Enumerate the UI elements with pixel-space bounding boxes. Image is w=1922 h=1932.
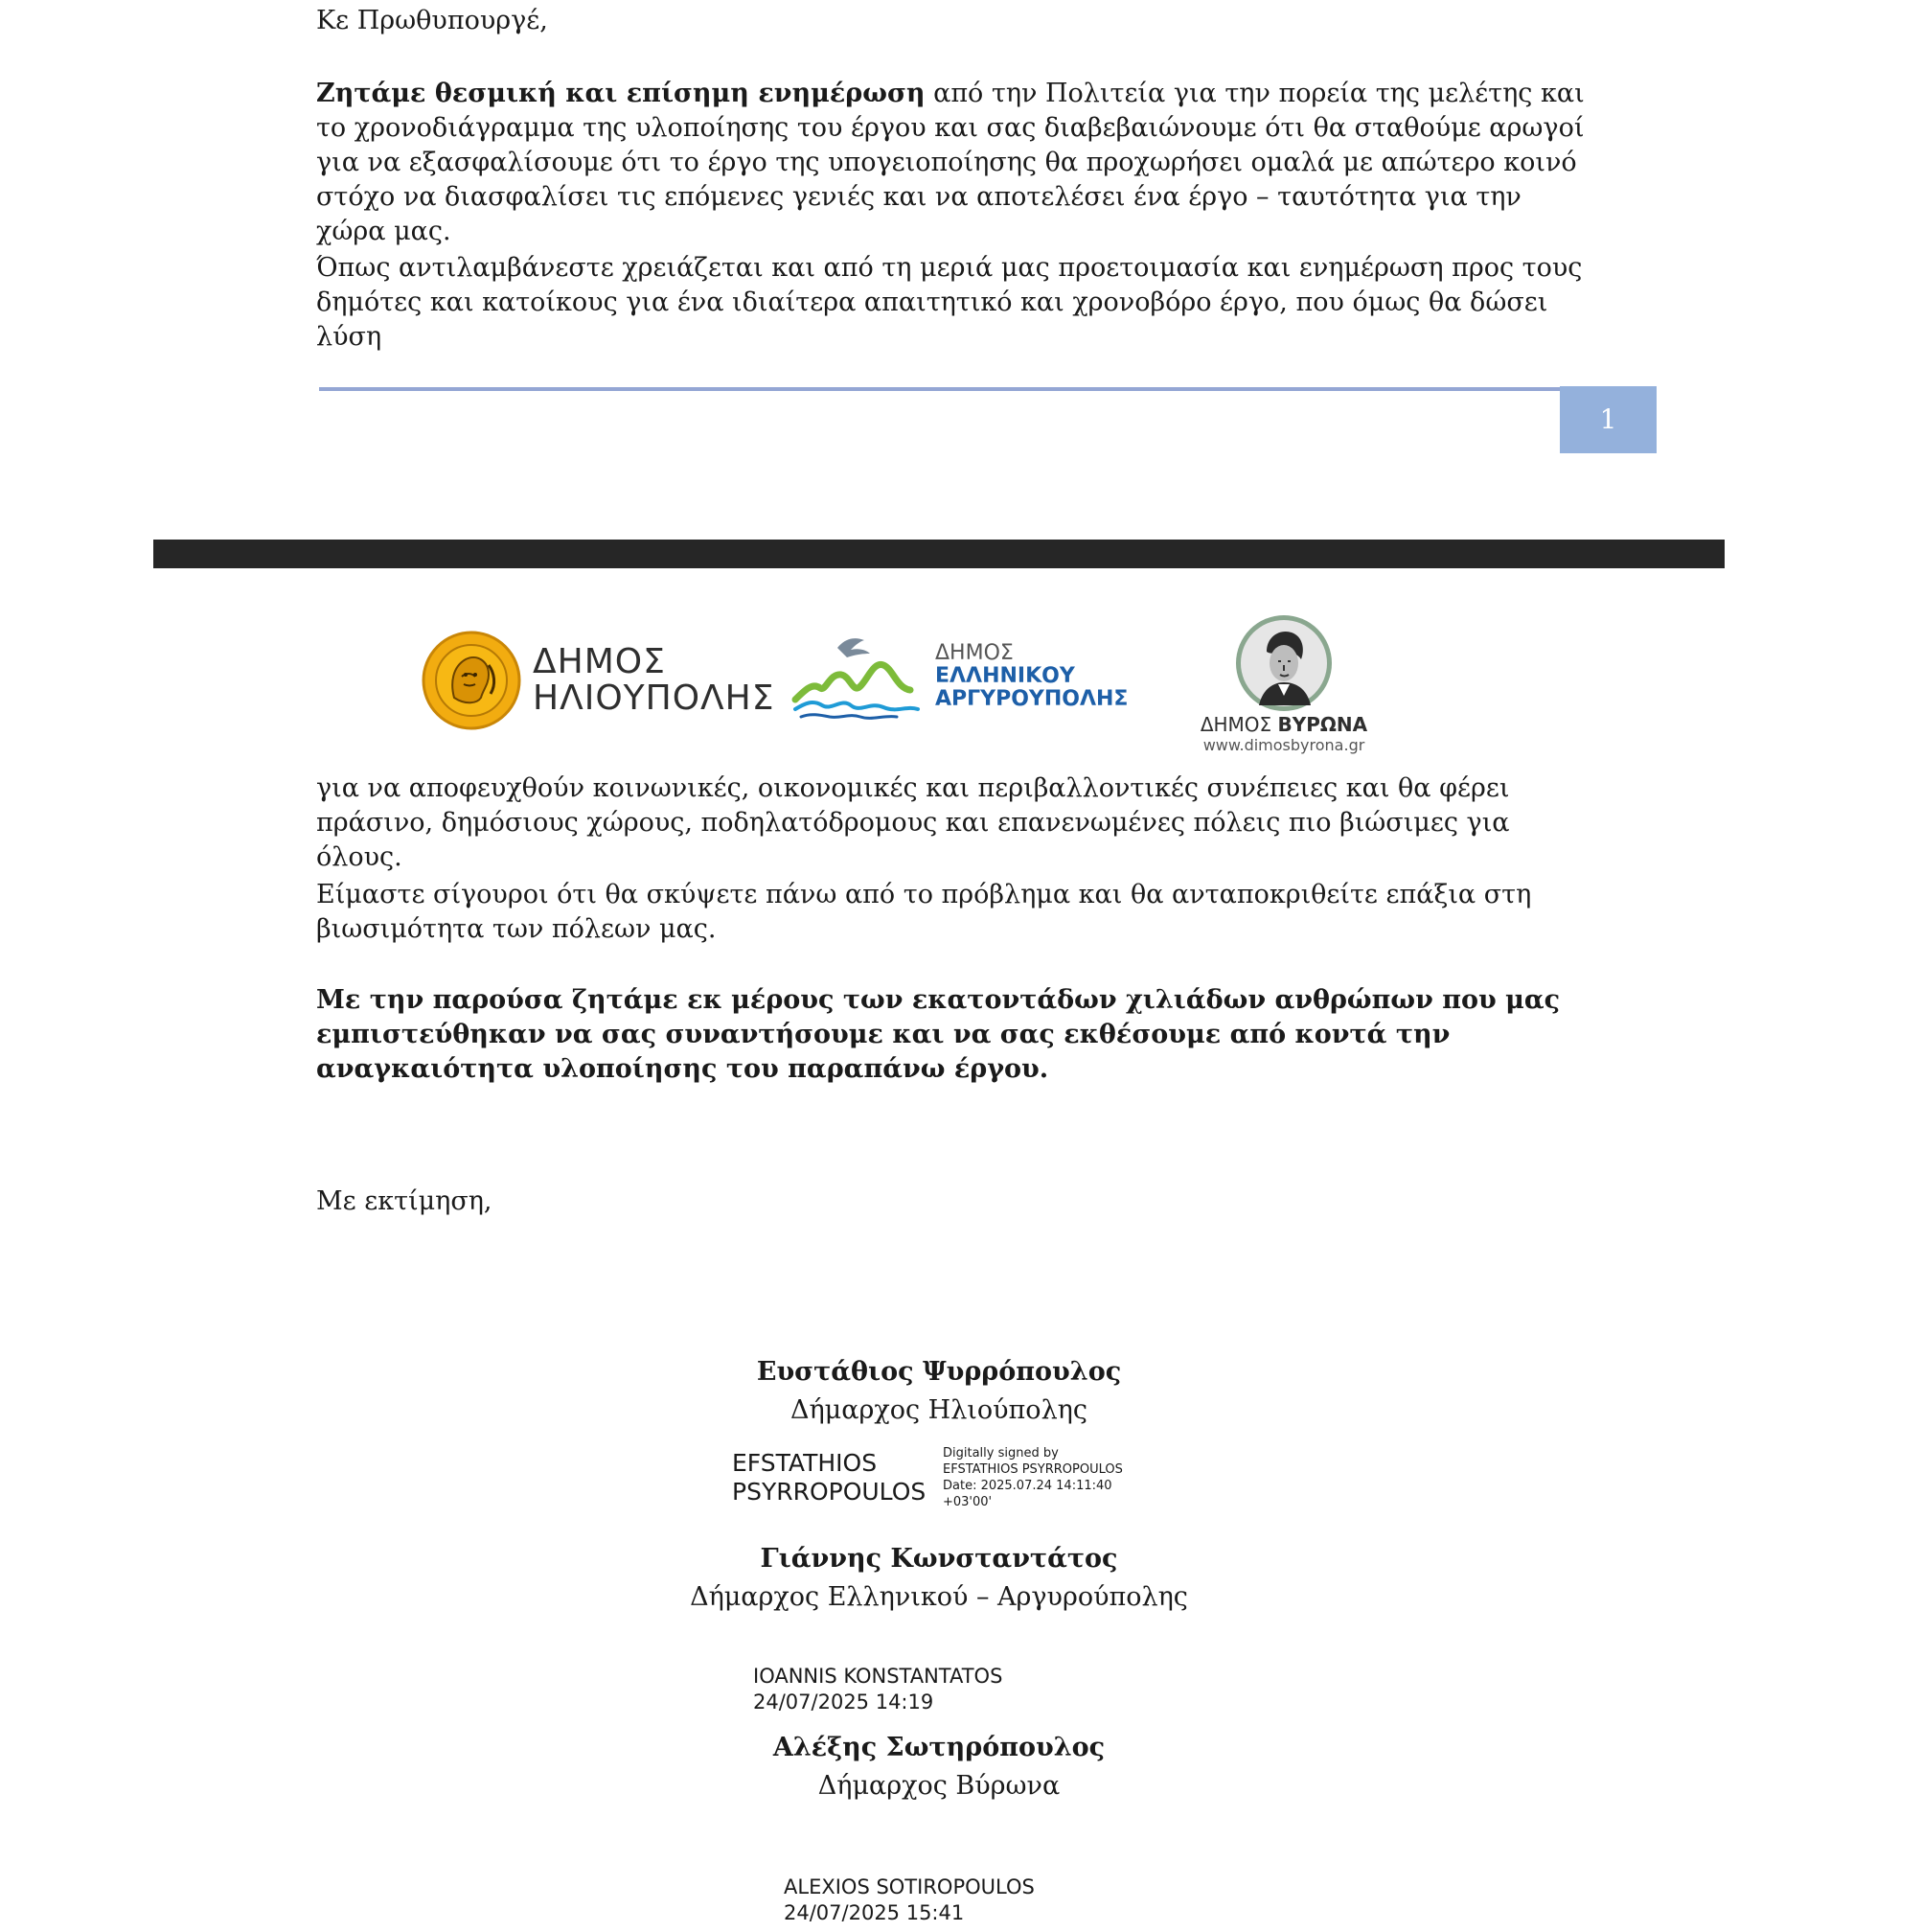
digital-signature-timezone: +03'00' [943,1495,993,1509]
signatory-role: Δήμαρχος Ελληνικού – Αργυρούπολης [690,1582,1188,1612]
paragraph-meeting-request: Με την παρούσα ζητάμε εκ μέρους των εκατοντάδων χιλιάδων ανθρώπων που μας εμπιστεύθηκαν να σας συναντήσουμε και να σας εκθέσουμε από κοντά την αναγκαιότητα υλοποίησης του παραπάνω έργου. [316,985,1561,1084]
footer-rule [319,387,1565,391]
digital-signature-date: Date: 2025.07.24 14:11:40 [943,1479,1112,1493]
signatory-role: Δήμαρχος Βύρωνα [817,1771,1061,1801]
signatory-name: Ευστάθιος Ψυρρόπουλος [756,1357,1122,1387]
logo-vyronas [1188,613,1380,754]
signatory-name: Αλέξης Σωτηρόπουλος [772,1733,1106,1762]
elliniko-line1: ΔΗΜΟΣ [935,641,1014,665]
vyronas-portrait-icon [1234,613,1334,713]
vyronas-label-bold: ΒΥΡΩΝΑ [1277,713,1368,736]
logo-ilioupoli [422,631,775,730]
ilioupoli-line2: ΗΛΙΟΥΠΟΛΗΣ [533,678,775,718]
paragraph-body: από την Πολιτεία για την πορεία της μελέτης και το χρονοδιάγραμμα της υλοποίησης του έργου και σας διαβεβαιώνουμε ότι θα σταθούμε αρωγοί για να εξασφαλίσουμε ότι το έργο της υπογειοποίησης θα προχωρήσει ομαλά με απώτερο κοινό στόχο να διασφαλίσει τις επόμενες γενιές και να αποτελέσει ένα έργο – ταυτότητα για την χώρα μας. [316,79,1585,246]
paragraph-preparation: Όπως αντιλαμβάνεστε χρειάζεται και από τη μεριά μας προετοιμασία και ενημέρωση προς τους δημότες και κατοίκους για ένα ιδιαίτερα απαιτητικό και χρονοβόρο έργο, που όμως θα δώσει λύση [316,253,1583,352]
paragraph-benefits: για να αποφευχθούν κοινωνικές, οικονομικές και περιβαλλοντικές συνέπειες και θα φέρει πράσινο, δημόσιους χώρους, ποδηλατόδρομους και επανενωμένες πόλεις πιο βιώσιμες για όλους. [316,773,1510,872]
ilioupoli-logo-text [533,644,775,717]
vyronas-label-prefix: ΔΗΜΟΣ [1200,713,1278,736]
digital-stamp-sotiropoulos [784,1874,1035,1926]
elliniko-logo-text [935,642,1128,711]
logo-elliniko-argyroupoli [791,629,1128,724]
page-separator [153,540,1725,568]
elliniko-line2: ΕΛΛΗΝΙΚΟΥ [935,664,1075,688]
digital-signature-signer: EFSTATHIOS PSYRROPOULOS [943,1462,1123,1477]
paragraph-bold-lead: Ζητάμε θεσμική και επίσημη ενημέρωση [316,79,926,108]
page-number: 1 [1560,386,1657,453]
digital-signature-name-line1: EFSTATHIOS [732,1449,878,1477]
paragraph-confidence: Είμαστε σίγουροι ότι θα σκύψετε πάνω από το πρόβλημα και θα ανταποκριθείτε επάξια στη βιωσιμότητα των πόλεων μας. [316,880,1532,944]
digital-stamp-konstantatos [753,1664,1002,1715]
vyronas-logo-label [1188,713,1380,736]
digital-signature-name-line2: PSYRROPOULOS [732,1478,927,1506]
vyronas-website: www.dimosbyrona.gr [1202,736,1365,754]
paragraph-request-briefing [316,77,1590,249]
stamp-datetime: 24/07/2025 14:19 [753,1690,934,1714]
ilioupoli-seal-icon [422,631,521,730]
stamp-signer: IOANNIS KONSTANTATOS [753,1665,1003,1688]
salutation: Κε Πρωθυπουργέ, [316,6,548,35]
digital-signature-caption: Digitally signed by [943,1446,1059,1460]
stamp-datetime: 24/07/2025 15:41 [784,1901,965,1924]
stamp-signer: ALEXIOS SOTIROPOULOS [784,1875,1035,1898]
elliniko-line3: ΑΡΓΥΡΟΥΠΟΛΗΣ [935,687,1129,711]
ilioupoli-line1: ΔΗΜΟΣ [533,642,666,681]
signatory-name: Γιάννης Κωνσταντάτος [760,1544,1118,1574]
signatory-role: Δήμαρχος Ηλιούπολης [790,1395,1087,1425]
elliniko-dove-waves-icon [791,629,926,724]
closing: Με εκτίμηση, [316,1186,492,1216]
